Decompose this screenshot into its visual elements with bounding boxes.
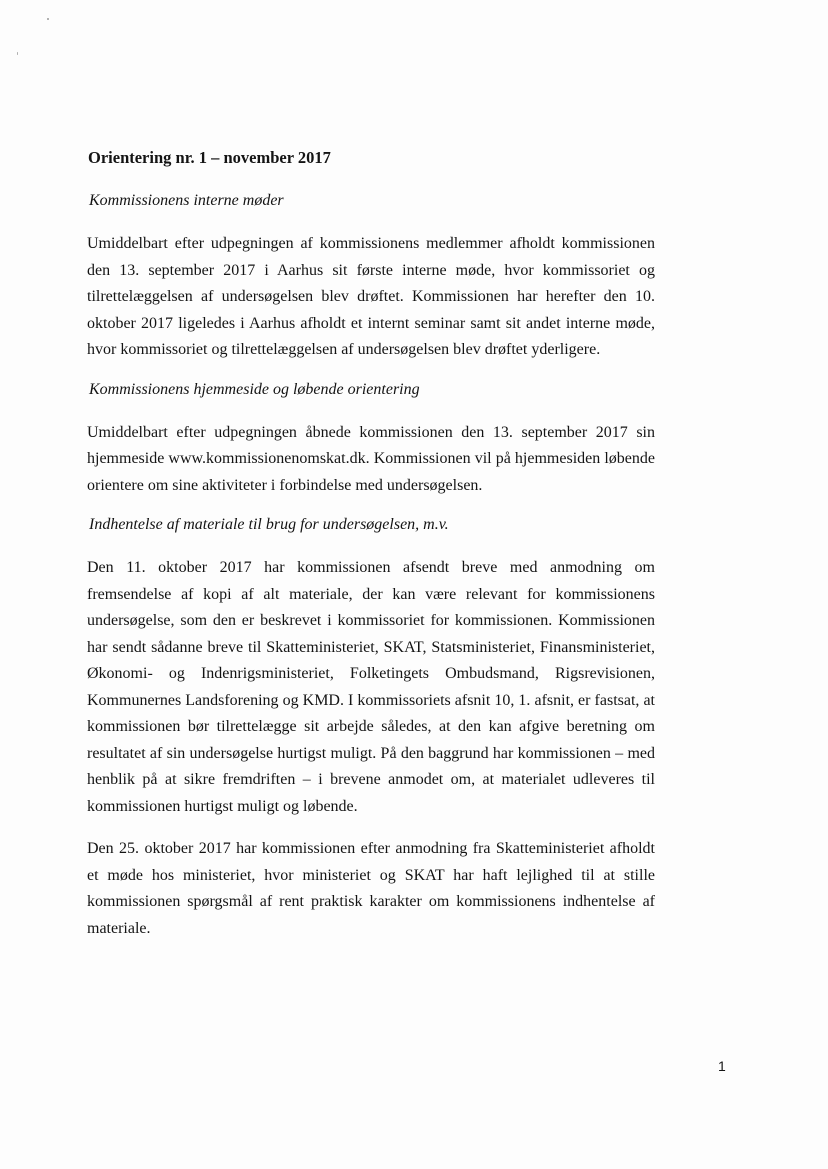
scan-speck bbox=[47, 18, 49, 20]
paragraph-indhentelse-moede: Den 25. oktober 2017 har kommissionen efter anmodning fra Skatteministeriet afholdt et møde hos ministeriet, hvor ministeriet og SKAT har haft lejlighed til at stille kommissionen spørgsmål af rent praktisk karakter om kommissionens indhentelse af materiale. bbox=[87, 840, 655, 937]
paragraph-interne-moeder: Umiddelbart efter udpegningen af kommissionens medlemmer afholdt kommissionen den 13. september 2017 i Aarhus sit første interne møde, hvor kommissoriet og tilrettelæggelsen af undersøgelsen blev drøftet. Kommissionen har herefter den 10. oktober 2017 ligeledes i Aarhus afholdt et internt seminar samt sit andet interne møde, hvor kommissoriet og tilrettelæggelsen af undersøgelsen blev drøftet yderligere. bbox=[87, 235, 655, 358]
paragraph-hjemmeside: Umiddelbart efter udpegningen åbnede kommissionen den 13. september 2017 sin hjemmeside www.kommissionenomskat.dk. Kommissionen vil på hjemmesiden løbende orientere om sine aktiviteter i forbindelse med undersøgelsen. bbox=[87, 423, 655, 494]
section-heading-interne-moeder: Kommissionens interne møder bbox=[89, 192, 284, 209]
page-number: 1 bbox=[718, 1058, 726, 1074]
section-heading-indhentelse: Indhentelse af materiale til brug for undersøgelsen, m.v. bbox=[89, 516, 449, 533]
document-body bbox=[85, 148, 655, 942]
section-heading-hjemmeside: Kommissionens hjemmeside og løbende orientering bbox=[89, 380, 420, 398]
paragraph-indhentelse-breve: Den 11. oktober 2017 har kommissionen afsendt breve med anmodning om fremsendelse af kopi af alt materiale, der kan være relevant for kommissionens undersøgelse, som den er beskrevet i kommissoriet for kommissionen. Kommissionen har sendt sådanne breve til Skatteministeriet, SKAT, Statsministeriet, Finansministeriet, Økonomi- og Indenrigsministeriet, Folketingets Ombudsmand, Rigsrevisionen, Kommunernes Landsforening og KMD. I kommissoriets afsnit 10, 1. afsnit, er fastsat, at kommissionen bør tilrettelægge sit arbejde således, at den kan afgive beretning om resultatet af sin undersøgelse hurtigst muligt. På den baggrund har kommissionen – med henblik på at sikre fremdriften – i brevene anmodet om, at materialet udleveres til kommissionen hurtigst muligt og løbende. bbox=[87, 559, 655, 815]
scan-speck bbox=[17, 52, 18, 55]
document-title: Orientering nr. 1 – november 2017 bbox=[88, 148, 331, 167]
